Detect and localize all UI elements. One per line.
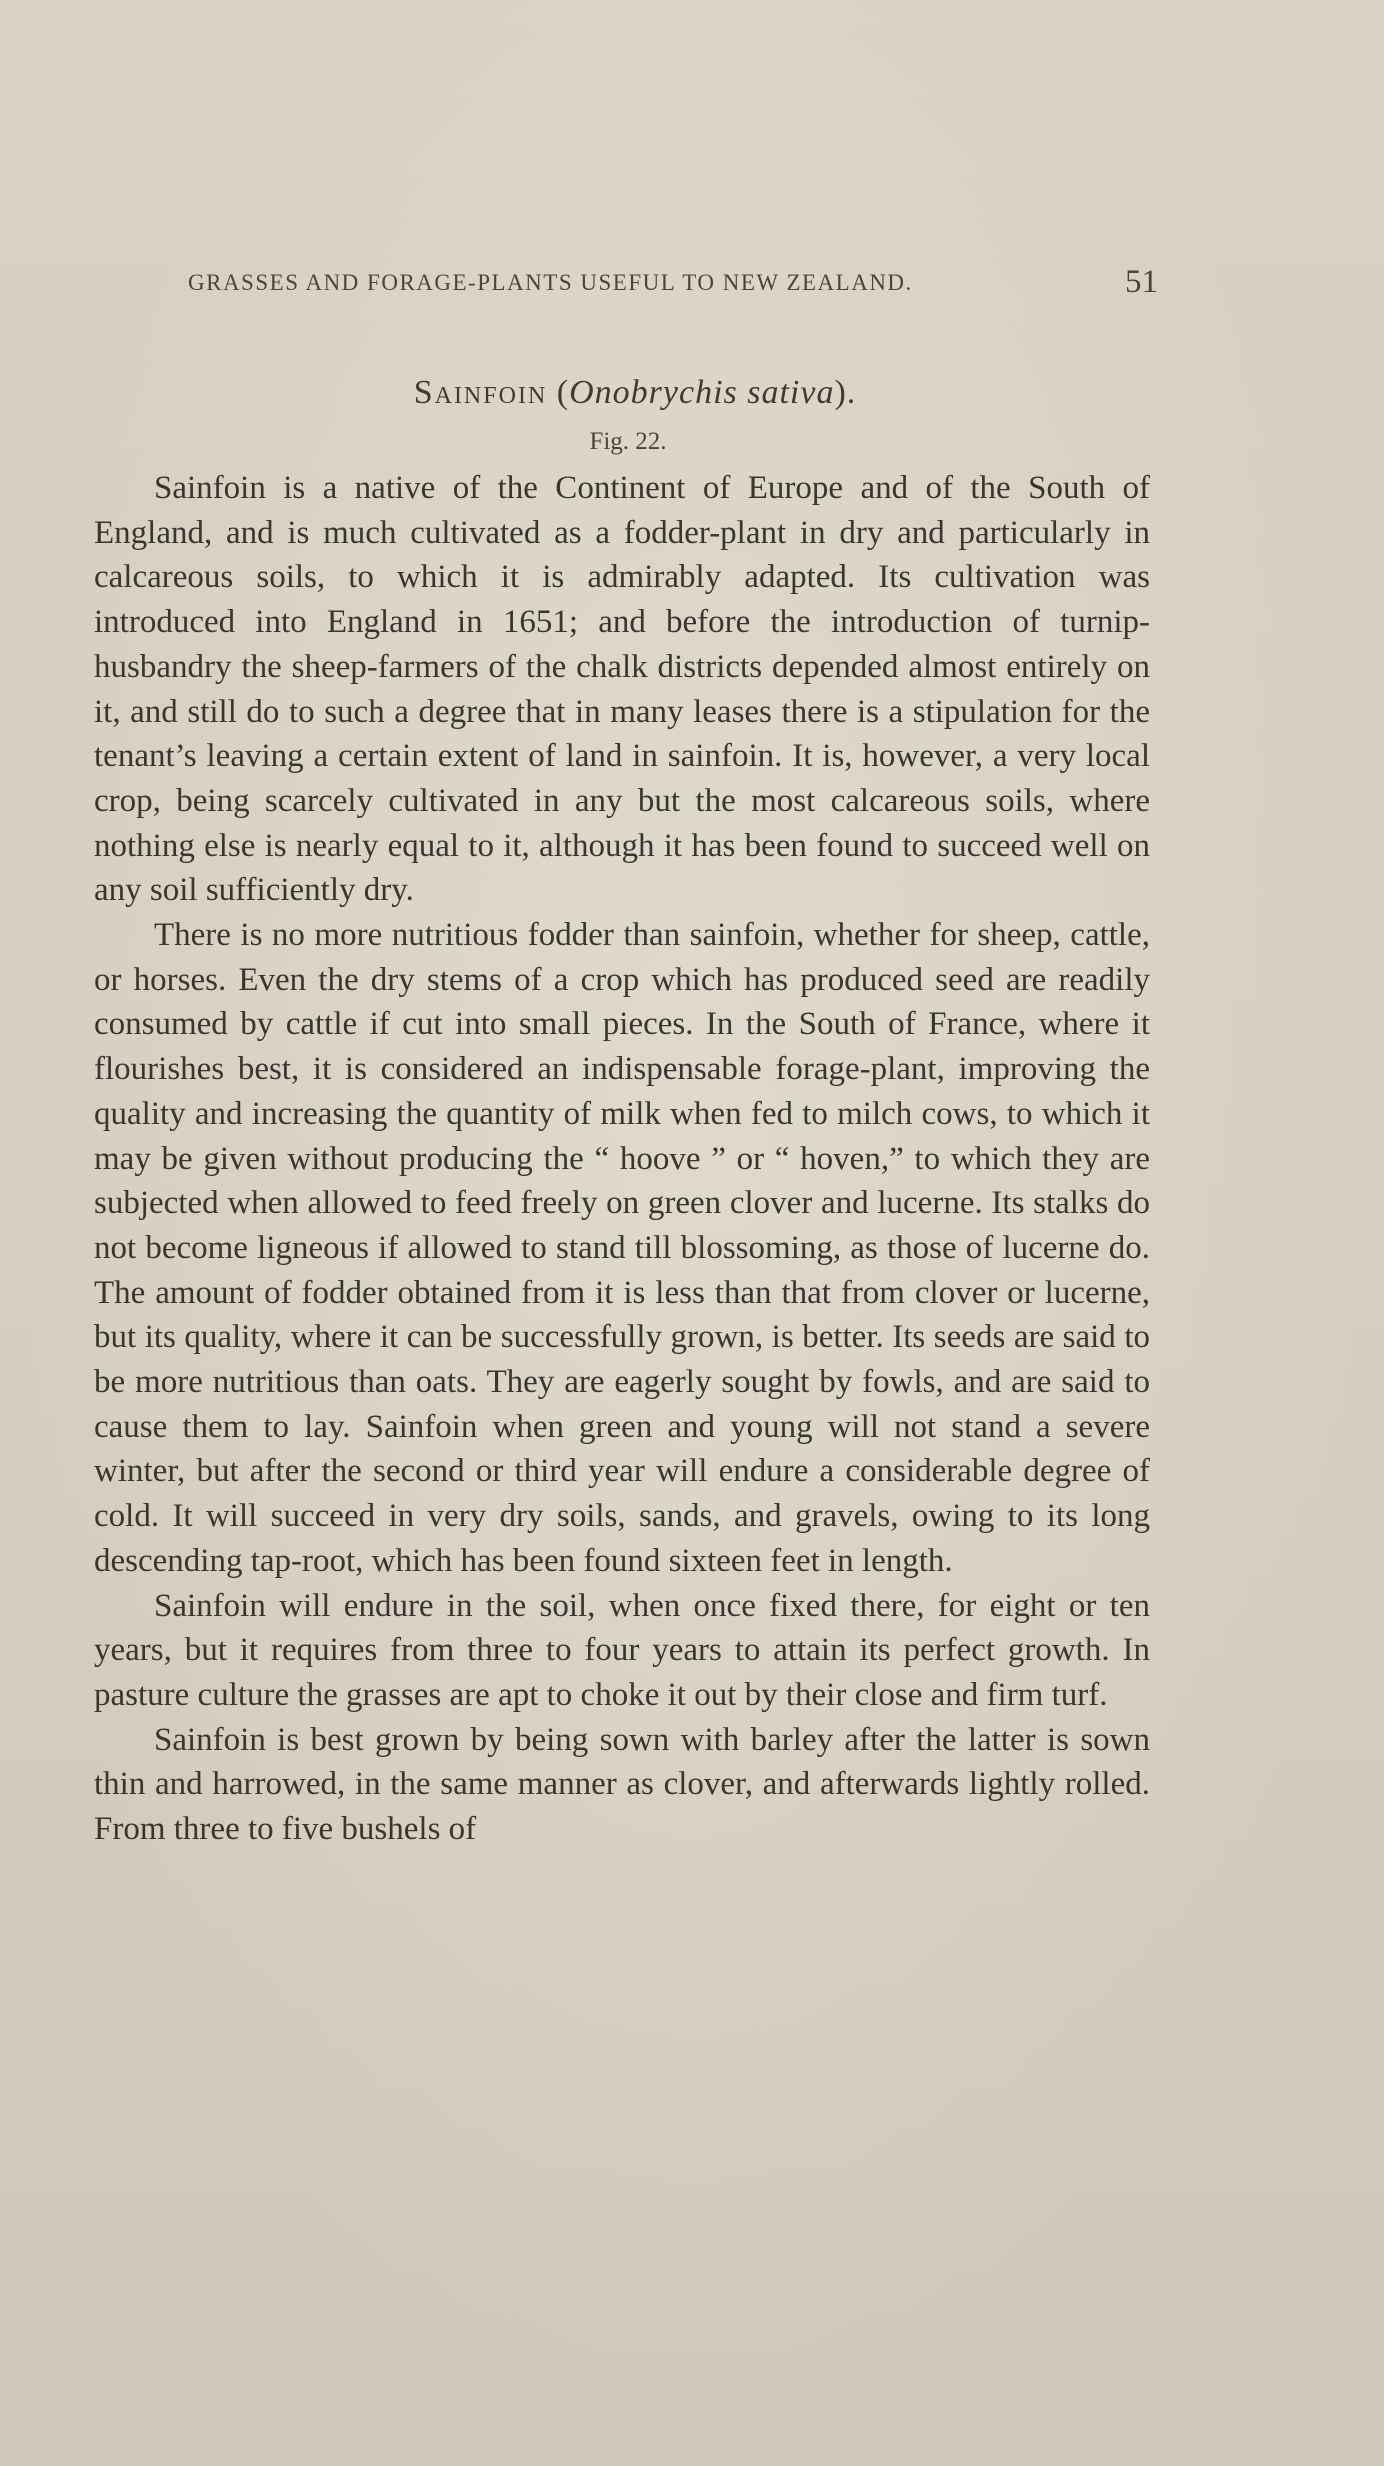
section-title-common: Sainfoin <box>413 374 548 411</box>
body-text <box>94 466 1150 1852</box>
section-title-latin: Onobrychis sativa <box>569 374 835 411</box>
figure-label: Fig. 22. <box>589 428 667 455</box>
paragraph: Sainfoin will endure in the soil, when once fixed there, for eight or ten years, but it requires from three to four years to attain its perfect growth. In pasture culture the grasses are apt to choke it out by their close and firm turf. <box>94 1587 1150 1713</box>
running-head <box>188 262 1158 306</box>
section-title-open: ( <box>547 374 570 411</box>
paragraph: There is no more nutritious fodder than sainfoin, whether for sheep, cattle, or horses. Even the dry stems of a crop which has produced seed are readily consumed by cattle if cut into small pieces. In the South of France, where it flourishes best, it is considered an indispensable forage-plant, improving the quality and increasing the quantity of milk when fed to milch cows, to which it may be given without producing the “ hoove ” or “ hoven,” to which they are subjected when allowed to feed freely on green clover and lucerne. Its stalks do not become ligneous if allowed to stand till blossoming, as those of lucerne do. The amount of fodder obtained from it is less than that from clover or lucerne, but its quality, where it can be successfully grown, is better. Its seeds are said to be more nutritious than oats. They are eagerly sought by fowls, and are said to cause them to lay. Sainfoin when green and young will not stand a severe winter, but after the second or third year will endure a considerable degree of cold. It will succeed in very dry soils, sands, and gravels, owing to its long descending tap-root, which has been found sixteen feet in length. <box>94 917 1150 1579</box>
running-title: GRASSES AND FORAGE-PLANTS USEFUL TO NEW ZEALAND. <box>188 270 913 295</box>
section-title-close: ). <box>834 374 857 411</box>
section-title <box>0 374 1270 412</box>
paragraph: Sainfoin is a native of the Continent of Europe and of the South of England, and is much cultivated as a fodder-plant in dry and particularly in calcareous soils, to which it is admirably adapted. Its cultivation was introduced into England in 1651; and before the introduction of turnip-husbandry the sheep-farmers of the chalk districts depended almost entirely on it, and still do to such a degree that in many leases there is a stipulation for the tenant’s leaving a certain extent of land in sainfoin. It is, however, a very local crop, being scarcely cultivated in any but the most calcareous soils, where nothing else is nearly equal to it, although it has been found to succeed well on any soil sufficiently dry. <box>94 470 1150 909</box>
page-number: 51 <box>1125 264 1158 300</box>
paragraph: Sainfoin is best grown by being sown with barley after the latter is sown thin and harrowed, in the same manner as clover, and afterwards lightly rolled. From three to five bushels of <box>94 1721 1150 1848</box>
